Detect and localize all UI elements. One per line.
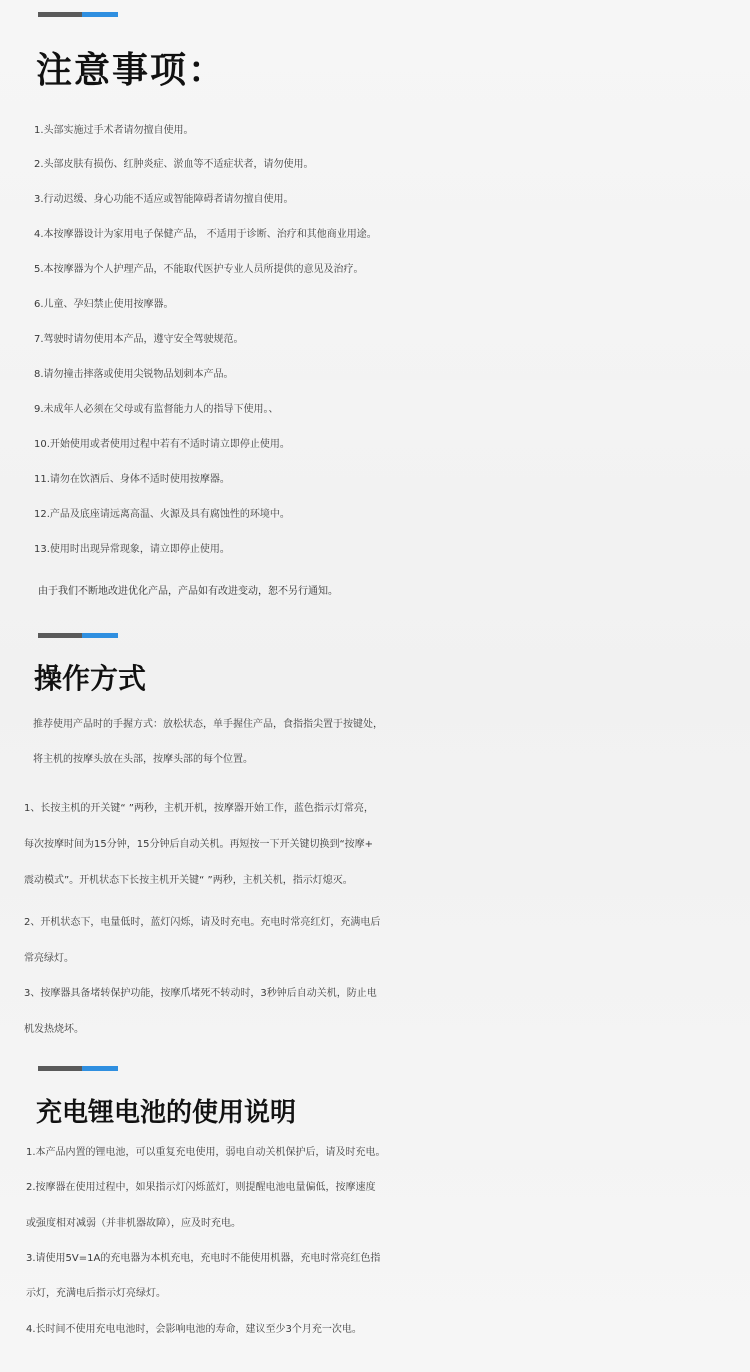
operation-step-line: 3、按摩器具备堵转保护功能，按摩爪堵死不转动时，3秒钟后自动关机，防止电 bbox=[24, 988, 377, 999]
battery-item-line: 示灯，充满电后指示灯亮绿灯。 bbox=[26, 1288, 166, 1299]
precaution-item: 1.头部实施过手术者请勿擅自使用。 bbox=[34, 125, 194, 136]
precaution-item: 7.驾驶时请勿使用本产品，遵守安全驾驶规范。 bbox=[34, 334, 244, 345]
battery-title: 充电锂电池的使用说明 bbox=[36, 1098, 297, 1128]
precaution-item: 5.本按摩器为个人护理产品，不能取代医护专业人员所提供的意见及治疗。 bbox=[34, 264, 364, 275]
battery-item-line: 3.请使用5V=1A的充电器为本机充电，充电时不能使用机器，充电时常亮红色指 bbox=[26, 1253, 381, 1264]
section-divider-operation bbox=[38, 633, 118, 638]
battery-item-line: 4.长时间不使用充电电池时，会影响电池的寿命，建议至少3个月充一次电。 bbox=[26, 1324, 362, 1335]
operation-step-line: 震动模式”。开机状态下长按主机开关键“ ”两秒，主机关机，指示灯熄灭。 bbox=[24, 875, 353, 886]
operation-step-line: 常亮绿灯。 bbox=[24, 953, 74, 964]
operation-intro-line: 推荐使用产品时的手握方式：放松状态，单手握住产品，食指指尖置于按键处， bbox=[33, 719, 383, 730]
precaution-notice: 由于我们不断地改进优化产品，产品如有改进变动，恕不另行通知。 bbox=[38, 586, 338, 597]
precaution-item: 4.本按摩器设计为家用电子保健产品， 不适用于诊断、治疗和其他商业用途。 bbox=[34, 229, 377, 240]
precaution-item: 11.请勿在饮酒后、身体不适时使用按摩器。 bbox=[34, 474, 230, 485]
operation-step-line: 机发热烧坏。 bbox=[24, 1024, 84, 1035]
precaution-item: 8.请勿撞击摔落或使用尖锐物品划刺本产品。 bbox=[34, 369, 234, 380]
precaution-item: 12.产品及底座请远离高温、火源及具有腐蚀性的环境中。 bbox=[34, 509, 290, 520]
precaution-item: 6.儿童、孕妇禁止使用按摩器。 bbox=[34, 299, 174, 310]
battery-item-line: 或强度相对减弱（并非机器故障），应及时充电。 bbox=[26, 1218, 241, 1229]
precaution-item: 3.行动迟缓、身心功能不适应或智能障碍者请勿擅自使用。 bbox=[34, 194, 294, 205]
operation-step-line: 1、长按主机的开关键“ ”两秒，主机开机，按摩器开始工作，蓝色指示灯常亮， bbox=[24, 803, 374, 814]
operation-title: 操作方式 bbox=[34, 662, 147, 695]
battery-item-line: 2.按摩器在使用过程中，如果指示灯闪烁蓝灯，则提醒电池电量偏低，按摩速度 bbox=[26, 1182, 376, 1193]
section-divider-precautions bbox=[38, 12, 118, 17]
precautions-title: 注意事项： bbox=[36, 49, 227, 91]
precaution-item: 13.使用时出现异常现象，请立即停止使用。 bbox=[34, 544, 230, 555]
precaution-item: 10.开始使用或者使用过程中若有不适时请立即停止使用。 bbox=[34, 439, 290, 450]
section-divider-battery bbox=[38, 1066, 118, 1071]
operation-step-line: 2、开机状态下，电量低时，蓝灯闪烁，请及时充电。充电时常亮红灯，充满电后 bbox=[24, 917, 381, 928]
battery-item-line: 1.本产品内置的锂电池，可以重复充电使用，弱电自动关机保护后，请及时充电。 bbox=[26, 1147, 386, 1158]
operation-intro-line: 将主机的按摩头放在头部，按摩头部的每个位置。 bbox=[33, 754, 253, 765]
precaution-item: 9.未成年人必须在父母或有监督能力人的指导下使用。、 bbox=[34, 404, 279, 415]
precaution-item: 2.头部皮肤有损伤、红肿炎症、淤血等不适症状者，请勿使用。 bbox=[34, 159, 314, 170]
operation-step-line: 每次按摩时间为15分钟，15分钟后自动关机。再短按一下开关键切换到“按摩+ bbox=[24, 839, 374, 850]
